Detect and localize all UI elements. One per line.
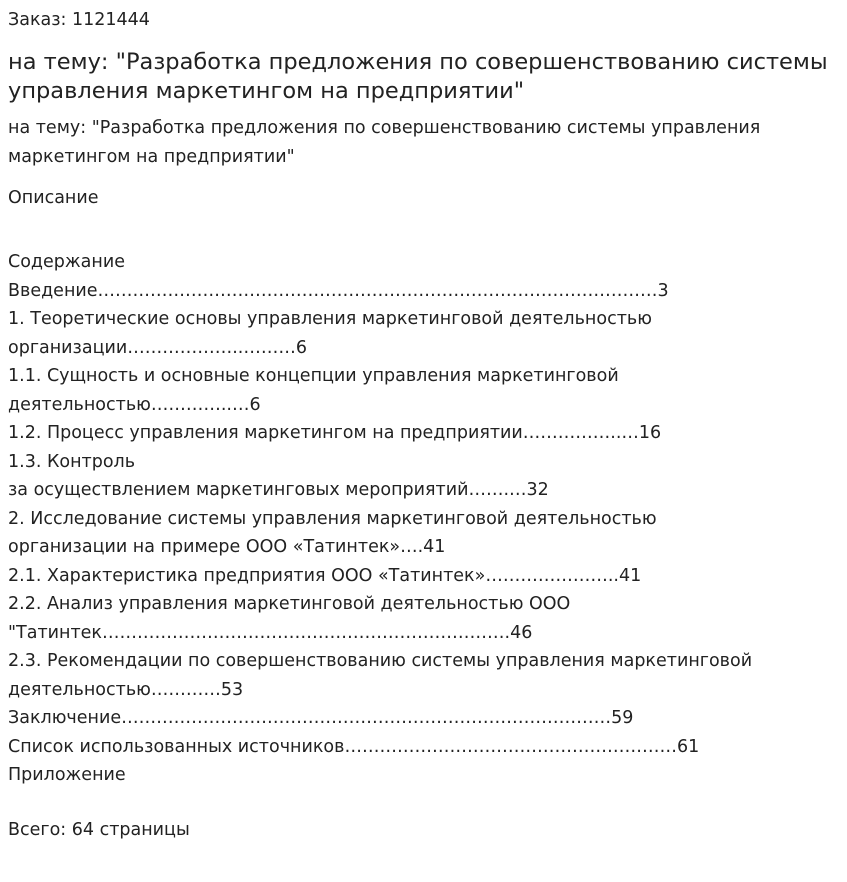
order-number: Заказ: 1121444 <box>8 10 150 30</box>
toc-line: деятельностью…………53 <box>8 679 244 700</box>
toc-line: 1.1. Сущность и основные концепции управления маркетинговой <box>8 366 619 386</box>
subtitle: на тему: "Разработка предложения по совершенствованию системы управления маркетингом на предприятии" <box>8 118 761 167</box>
toc-line: Заключение…………………………………………………………………………59 <box>8 708 634 728</box>
toc-line: 1. Теоретические основы управления маркетинговой деятельностью <box>8 309 652 329</box>
toc-line: организации на примере ООО «Татинтек»….41 <box>8 537 446 557</box>
toc-line: Список использованных источников…………………………………………………61 <box>8 736 700 757</box>
toc-line: 2. Исследование системы управления маркетинговой деятельностью <box>8 508 657 529</box>
toc-line: Приложение <box>8 765 126 785</box>
toc-line: 2.3. Рекомендации по совершенствованию системы управления маркетинговой <box>8 651 753 671</box>
toc-line: организации………………..………6 <box>8 337 307 358</box>
toc-line: Введение……………………………………………………………………………………3 <box>8 280 669 301</box>
toc-line: за осуществлением маркетинговых мероприятий…….…32 <box>8 480 549 500</box>
toc-heading: Содержание <box>8 252 125 272</box>
toc-line: деятельностью…………..…6 <box>8 394 261 415</box>
description-heading: Описание <box>8 188 99 208</box>
toc-line: "Татинтек…………………………………………………………….46 <box>8 622 533 643</box>
table-of-contents <box>8 248 838 790</box>
page-title: на тему: "Разработка предложения по совершенствованию системы управления маркетингом на предприятии" <box>8 49 828 104</box>
toc-line: 1.2. Процесс управления маркетингом на предприятии……………..…16 <box>8 423 662 443</box>
toc-line: 2.2. Анализ управления маркетинговой деятельностью ООО <box>8 594 571 614</box>
toc-line: 2.1. Характеристика предприятия ООО «Татинтек»…………………..41 <box>8 565 642 586</box>
total-pages: Всего: 64 страницы <box>8 820 190 840</box>
toc-line: 1.3. Контроль <box>8 451 136 472</box>
